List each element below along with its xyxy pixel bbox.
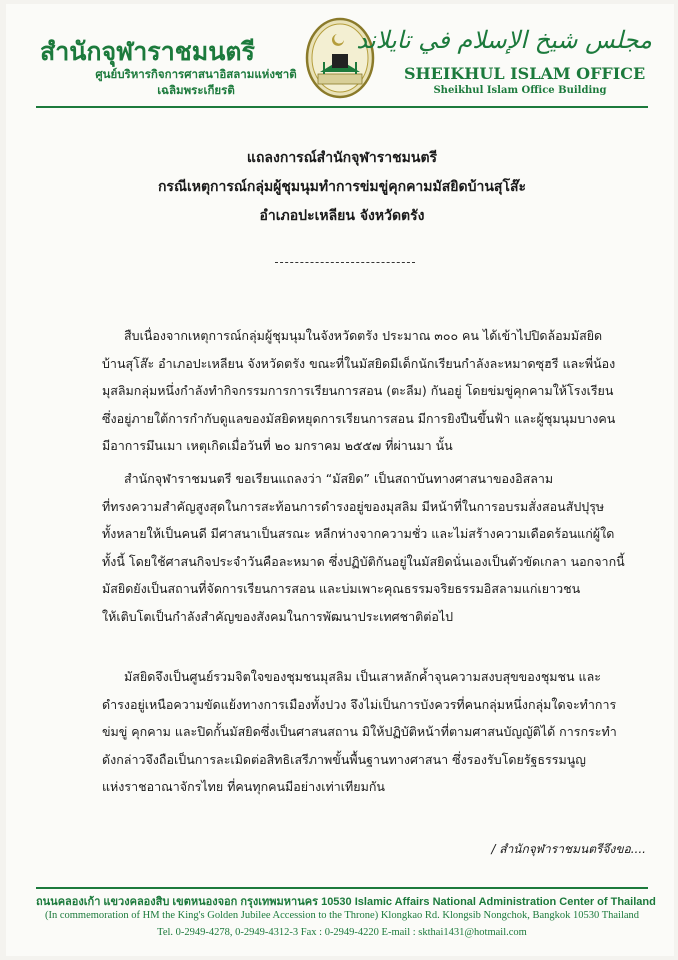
office-thai-subtitle-line1: ศูนย์บริหารกิจการศาสนาอิสลามแห่งชาติ [95,67,297,81]
paragraph-line: ทั้งนี้ โดยใช้ศาสนกิจประจำวันคือละหมาด ซึ่งปฏิบัติกันอยู่ในมัสยิดนั่นเองเป็นตัวขัดเกลา นอกจากนี้ [102,553,625,569]
office-arabic-name: مجلس شيخ الإسلام في تايلاند [356,26,652,54]
letterhead-divider [36,106,648,108]
footer-address: ถนนคลองเก้า แขวงคลองสิบ เขตหนองจอก กรุงเทพมหานคร 10530 Islamic Affairs National Administration Center of Thailand [36,896,656,908]
paragraph-line: ข่มขู่ คุกคาม และปิดกั้นมัสยิดซึ่งเป็นศาสนสถาน มิให้ปฏิบัติหน้าที่ตามศาสนบัญญัติได้ การกระทำ [102,724,617,739]
paragraph-line: แห่งราชอาณาจักรไทย ที่คนทุกคนมีอย่างเท่าเทียมกัน [102,779,385,794]
paragraph-line: สำนักจุฬาราชมนตรี ขอเรียนแถลงว่า “มัสยิด” เป็นสถาบันทางศาสนาของอิสลาม [124,471,554,486]
statement-heading [36,144,648,231]
office-english-subtitle: Sheikhul Islam Office Building [433,85,607,96]
heading-line-3: อำเภอปะเหลียน จังหวัดตรัง [259,208,425,224]
footer-contact: Tel. 0-2949-4278, 0-2949-4312-3 Fax : 0-2949-4220 E-mail : skthai1431@hotmail.com [157,927,527,938]
office-english-name: SHEIKHUL ISLAM OFFICE [404,64,646,83]
footer-divider [36,887,648,889]
paragraph-line: ให้เติบโตเป็นกำลังสำคัญของสังคมในการพัฒนาประเทศชาติต่อไป [102,608,454,624]
paragraph-line: มัสยิดยังเป็นสถานที่จัดการเรียนการสอน และบ่มเพาะคุณธรรมจริยธรรมอิสลามแก่เยาวชน [102,581,581,596]
continued-note: / สำนักจุฬาราชมนตรีจึงขอ.... [491,842,646,856]
heading-line-2: กรณีเหตุการณ์กลุ่มผู้ชุมนุมทำการข่มขู่คุกคามมัสยิดบ้านสุโส๊ะ [157,179,527,195]
paragraph-line: ดำรงอยู่เหนือความขัดแย้งทางการเมืองทั้งปวง จึงไม่เป็นการบังควรที่คนกลุ่มหนึ่งกลุ่มใดจะทำการ [102,696,617,712]
paragraph-line: บ้านสุโส๊ะ อำเภอปะเหลียน จังหวัดตรัง ขณะที่ในมัสยิดมีเด็กนักเรียนกำลังละหมาดซุฮรี และพี่น้อง [102,355,616,371]
paragraph-line: ซึ่งอยู่ภายใต้การกำกับดูแลของมัสยิดหยุดการเรียนการสอน มีการยิงปืนขึ้นฟ้า และผู้ชุมนุมบางคน [102,410,616,426]
office-thai-name: สำนักจุฬาราชมนตรี [40,37,255,66]
paragraph-line: ทั้งหลายให้เป็นคนดี มีศาสนาเป็นสรณะ หลีกห่างจากความชั่ว และไม่สร้างความเดือดร้อนแก่ผู้ใด [102,526,615,541]
heading-dashed-rule [275,262,415,263]
letter-page [6,4,674,956]
footer-address-english: (In commemoration of HM the King's Golden Jubilee Accession to the Throne) Klongkao Rd. Klongsib Nongchok, Bangkok 10530 Thailand [44,910,640,921]
paragraph-line: ที่ทรงความสำคัญสูงสุดในการสะท้อนการดำรงอยู่ของมุสลิม มีหน้าที่ในการอบรมสั่งสอนสัปปุรุษ [102,498,605,514]
paragraph-2 [102,465,625,630]
paragraph-line: มัสยิดจึงเป็นศูนย์รวมจิตใจของชุมชนมุสลิม เป็นเสาหลักค้ำจุนความสงบสุขของชุมชน และ [124,669,601,684]
paragraph-3 [102,663,622,801]
paragraph-line: มีอาการมึนเมา เหตุเกิดเมื่อวันที่ ๒๐ มกราคม ๒๕๕๗ ที่ผ่านมา นั้น [102,438,453,453]
heading-line-1: แถลงการณ์สำนักจุฬาราชมนตรี [246,150,438,166]
office-thai-subtitle-line2: เฉลิมพระเกียรติ [157,83,235,97]
paragraph-1 [102,322,622,460]
paragraph-line: สืบเนื่องจากเหตุการณ์กลุ่มผู้ชุมนุมในจังหวัดตรัง ประมาณ ๓๐๐ คน ได้เข้าไปปิดล้อมมัสยิด [124,328,603,343]
paragraph-line: ดังกล่าวจึงถือเป็นการละเมิดต่อสิทธิเสรีภาพขั้นพื้นฐานทางศาสนา ซึ่งรองรับโดยรัฐธรรมนูญ [102,751,586,767]
paragraph-line: มุสลิมกลุ่มหนึ่งกำลังทำกิจกรรมการการเรียนการสอน (ตะลีม) กันอยู่ โดยข่มขู่คุกคามให้โรงเรียน [102,383,614,398]
office-thai-subtitle [80,66,312,98]
